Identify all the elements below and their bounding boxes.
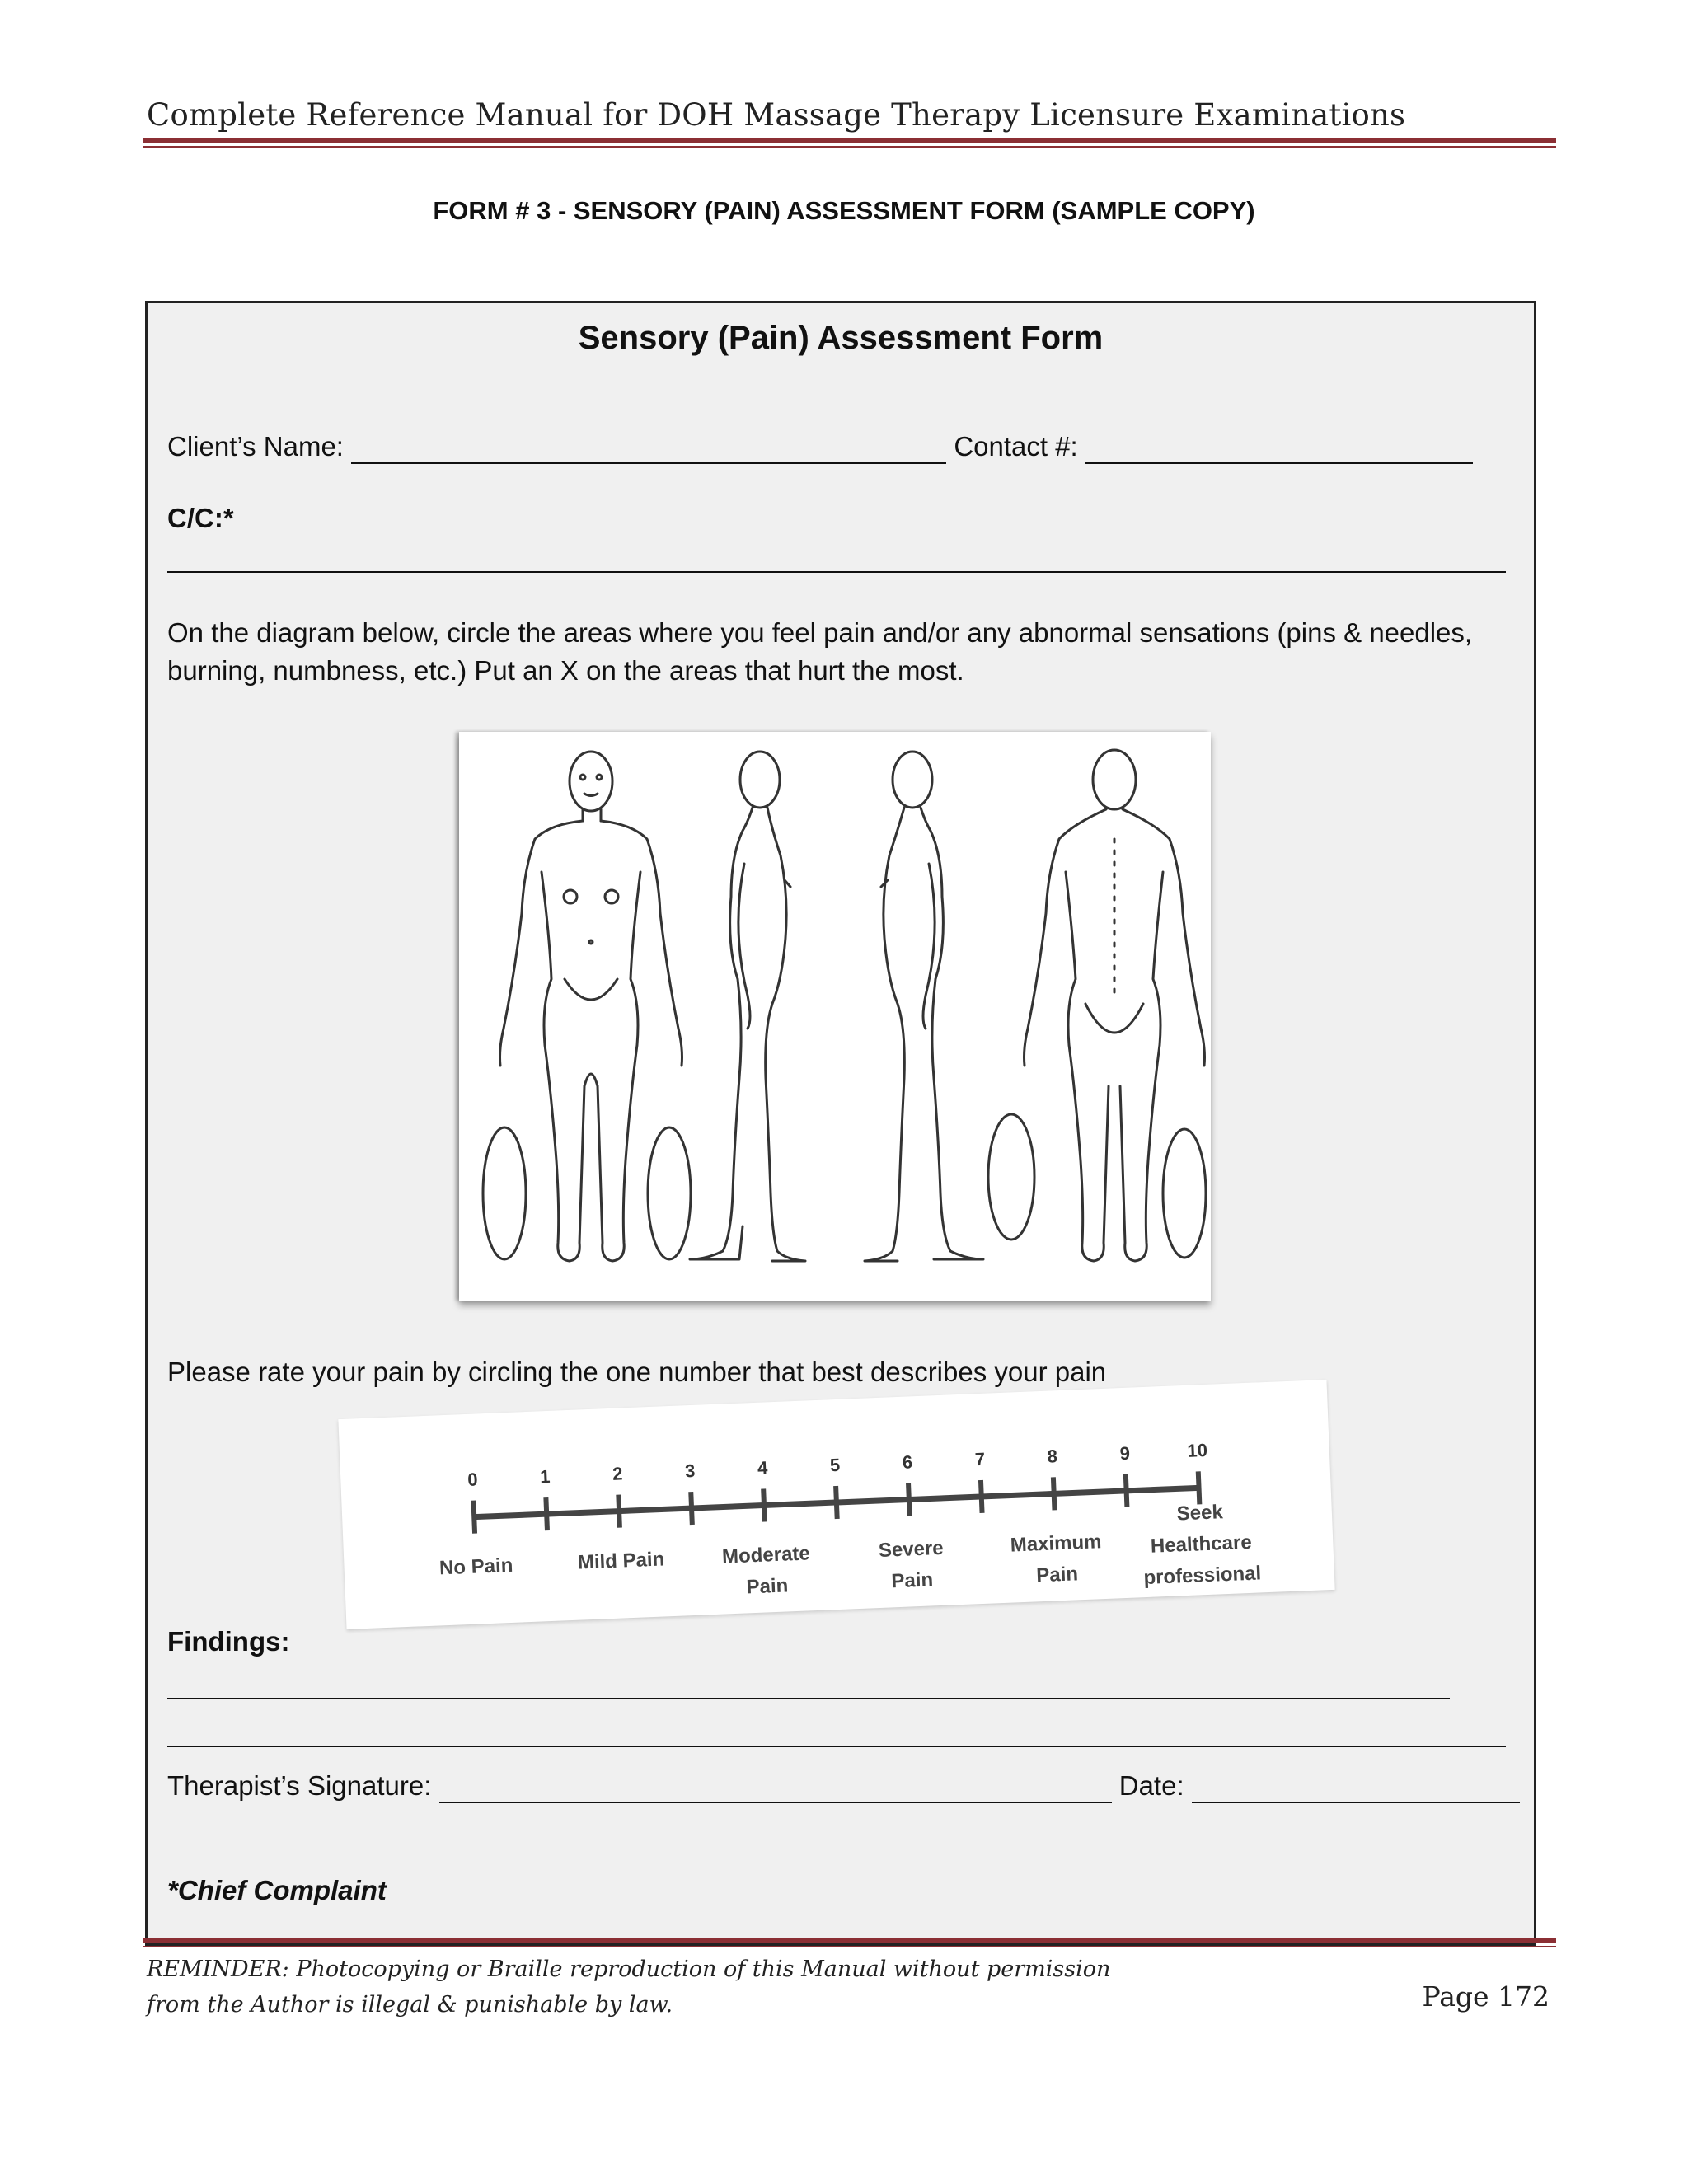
form-title: Sensory (Pain) Assessment Form [578, 320, 1104, 356]
findings-line-2[interactable] [167, 1746, 1506, 1747]
pain-scale-label: No Pain [438, 1554, 513, 1580]
pain-scale-tick [1198, 1471, 1200, 1504]
pain-scale-label: Maximum [1010, 1530, 1102, 1557]
pain-scale-tick [836, 1486, 837, 1519]
body-diagram-figure [459, 732, 1211, 1301]
cc-field[interactable] [167, 571, 1506, 573]
form-heading: FORM # 3 - SENSORY (PAIN) ASSESSMENT FORM (SAMPLE COPY) [433, 196, 1255, 225]
pain-scale-label: Pain [1035, 1563, 1079, 1587]
foot-sole-left [483, 1127, 526, 1259]
header-rule-thin [143, 146, 1556, 148]
pain-scale-label: Moderate [721, 1542, 811, 1568]
client-name-field[interactable] [351, 431, 946, 464]
pain-scale-tick [473, 1501, 475, 1534]
pain-scale-label: Mild Pain [577, 1548, 665, 1574]
running-header: Complete Reference Manual for DOH Massage Therapy Licensure Examinations [147, 97, 1406, 133]
cc-label: C/C:* [167, 503, 234, 533]
pain-scale-label: Healthcare [1150, 1530, 1253, 1558]
pain-scale-graphic [338, 1380, 1334, 1629]
foot-sole-back-left [988, 1114, 1034, 1240]
pain-scale[interactable] [338, 1380, 1334, 1629]
client-name-label: Client’s Name: [167, 431, 344, 462]
pain-scale-number[interactable]: 6 [902, 1451, 913, 1473]
date-label: Date: [1118, 1770, 1184, 1801]
footer-rule [143, 1938, 1556, 1943]
pain-scale-tick [691, 1492, 692, 1525]
pain-scale-number[interactable]: 9 [1119, 1442, 1131, 1465]
reminder-line-2: from the Author is illegal & punishable by law. [147, 1992, 673, 2018]
date-field[interactable] [1192, 1770, 1520, 1803]
pain-scale-tick [981, 1480, 982, 1513]
contact-label: Contact #: [954, 431, 1078, 462]
front-body-figure [500, 752, 682, 1261]
contact-field[interactable] [1085, 431, 1473, 464]
reminder-text [147, 1952, 1110, 2022]
reminder-line-1: REMINDER: Photocopying or Braille reproduction of this Manual without permission [147, 1957, 1111, 1982]
header-rule [143, 138, 1556, 143]
pain-scale-tick [763, 1489, 765, 1522]
pain-scale-number[interactable]: 4 [757, 1457, 768, 1479]
foot-sole-back-right [1163, 1129, 1206, 1258]
pain-scale-label: professional [1142, 1562, 1262, 1590]
side-body-figure-right [690, 752, 805, 1261]
assessment-form [145, 301, 1536, 1946]
pain-rating-prompt: Please rate your pain by circling the one number that best describes your pain [167, 1357, 1107, 1387]
pain-scale-number[interactable]: 0 [467, 1469, 479, 1490]
chief-complaint-footnote: *Chief Complaint [167, 1875, 387, 1905]
findings-label: Findings: [167, 1626, 290, 1657]
pain-scale-label: Pain [746, 1574, 789, 1599]
signature-row [167, 1770, 1520, 1803]
pain-scale-tick [1053, 1477, 1055, 1510]
footer-rule-thin [143, 1946, 1556, 1947]
findings-line-1[interactable] [167, 1698, 1450, 1699]
signature-field[interactable] [439, 1770, 1112, 1803]
pain-scale-number[interactable]: 8 [1047, 1446, 1058, 1467]
pain-scale-number[interactable]: 3 [684, 1460, 696, 1482]
signature-label: Therapist’s Signature: [167, 1770, 432, 1801]
pain-scale-label: Severe [878, 1536, 945, 1562]
side-body-figure-left [865, 752, 983, 1261]
pain-scale-number[interactable]: 1 [539, 1465, 551, 1488]
pain-scale-tick [618, 1495, 620, 1528]
pain-scale-tick [546, 1497, 547, 1530]
pain-scale-number[interactable]: 10 [1186, 1439, 1208, 1461]
back-body-figure [1025, 750, 1205, 1261]
instructions-text: On the diagram below, circle the areas where you feel pain and/or any abnormal sensations (pins & needles, burning, numbness, etc.) Put an X on the areas that hurt the most. [167, 617, 1473, 686]
pain-scale-tick [908, 1483, 910, 1516]
foot-sole-front-right [648, 1127, 691, 1259]
pain-scale-label: Pain [890, 1568, 934, 1593]
pain-scale-number[interactable]: 5 [829, 1454, 841, 1476]
client-name-row [167, 431, 1473, 464]
pain-scale-number[interactable]: 2 [612, 1463, 623, 1484]
body-diagram[interactable] [459, 732, 1211, 1301]
pain-scale-tick [1126, 1474, 1128, 1507]
pain-scale-number[interactable]: 7 [974, 1448, 986, 1470]
pain-scale-label: Seek [1176, 1501, 1224, 1526]
page-number: Page 172 [1422, 1980, 1550, 2013]
